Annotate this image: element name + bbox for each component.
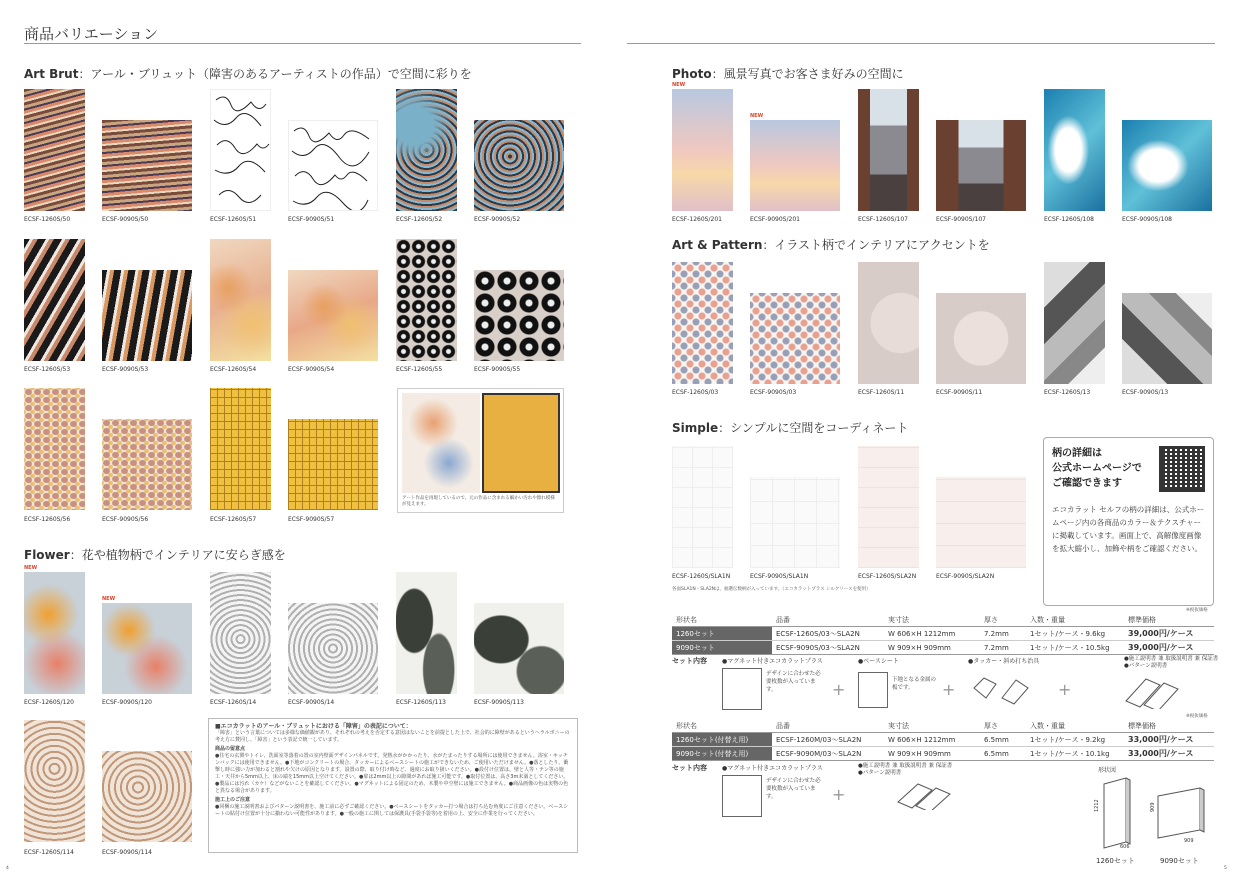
caption-fl2: ECSF-9090S/120 xyxy=(102,699,152,706)
shape-label-9090: 9090セット xyxy=(1160,857,1199,865)
t1-r0-c0: 1260セット xyxy=(672,627,772,641)
caption-ab4: ECSF-9090S/51 xyxy=(288,216,335,223)
t1-r1-c4: 1セット/ケース・10.5kg xyxy=(1030,643,1110,652)
swatch-ab14 xyxy=(102,419,192,510)
swatch-ab6 xyxy=(474,120,564,211)
swatch-si4 xyxy=(936,477,1026,568)
manual-icon-2 xyxy=(896,780,952,810)
caption-ab13: ECSF-1260S/56 xyxy=(24,516,71,523)
t2-h2: 実寸法 xyxy=(888,722,909,730)
caption-ab16: ECSF-9090S/57 xyxy=(288,516,335,523)
t1-h2: 実寸法 xyxy=(888,616,909,624)
t1-h3: 厚さ xyxy=(984,616,998,624)
set2-panel-icon xyxy=(722,775,762,817)
caption-fl8: ECSF-9090S/114 xyxy=(102,849,152,856)
caption-ab2: ECSF-9090S/50 xyxy=(102,216,149,223)
caption-ab9: ECSF-1260S/54 xyxy=(210,366,257,373)
t1-r1-c1: ECSF-9090S/03〜SLA2N xyxy=(776,643,860,652)
caption-ab7: ECSF-1260S/53 xyxy=(24,366,71,373)
t1-r0-c1: ECSF-1260S/03〜SLA2N xyxy=(776,629,860,638)
spec-table-2 xyxy=(672,720,1214,761)
caption-ph5: ECSF-1260S/108 xyxy=(1044,216,1094,223)
swatch-ab11 xyxy=(396,239,457,361)
caption-ab3: ECSF-1260S/51 xyxy=(210,216,257,223)
caption-fl7: ECSF-1260S/114 xyxy=(24,849,74,856)
swatch-ph5 xyxy=(1044,89,1105,211)
dim-9090-w: 909 xyxy=(1184,838,1194,844)
caption-ph4: ECSF-9090S/107 xyxy=(936,216,986,223)
section-simple: Simple：シンプルに空間をコーディネート xyxy=(672,421,909,435)
swatch-ph3 xyxy=(858,89,919,211)
caption-fl6: ECSF-9090S/113 xyxy=(474,699,524,706)
set2-item1: ●マグネット付きエコカラットプラス xyxy=(722,765,823,772)
shape-title: 形状図 xyxy=(1098,767,1117,774)
swatch-ab3 xyxy=(210,89,271,211)
set2-item2: ●施工説明書 兼 取扱説明書 兼 保証書 ●パターン説明書 xyxy=(858,763,953,776)
price-note-2: ※税抜価格 xyxy=(1186,714,1208,719)
t1-r0-c3: 7.2mm xyxy=(984,629,1009,638)
set1-sheet-icon xyxy=(858,672,888,708)
caption-fl3: ECSF-1260S/14 xyxy=(210,699,257,706)
swatch-fl1 xyxy=(24,572,85,694)
t1-r1-c2: W 909×H 909mm xyxy=(888,643,951,652)
caption-ab6: ECSF-9090S/52 xyxy=(474,216,521,223)
section-photo: Photo：風景写真でお客さま好みの空間に xyxy=(672,67,904,81)
t2-r1-c3: 6.5mm xyxy=(984,749,1009,758)
caption-fl4: ECSF-9090S/14 xyxy=(288,699,335,706)
t1-r0-c4: 1セット/ケース・9.6kg xyxy=(1030,629,1106,638)
t1-h0: 形状名 xyxy=(676,616,697,624)
swatch-ab9 xyxy=(210,239,271,361)
t2-r0-c5: 33,000円/ケース xyxy=(1128,735,1194,744)
caption-ap2: ECSF-9090S/03 xyxy=(750,389,797,396)
page-number-left: 4 xyxy=(6,866,9,871)
caption-ph3: ECSF-1260S/107 xyxy=(858,216,908,223)
caption-ap5: ECSF-1260S/13 xyxy=(1044,389,1091,396)
new-badge-ph1: NEW xyxy=(672,82,686,88)
swatch-ab13 xyxy=(24,388,85,510)
manual-icon xyxy=(1124,675,1180,709)
t2-r0-c3: 6.5mm xyxy=(984,735,1009,744)
caption-ab12: ECSF-9090S/55 xyxy=(474,366,521,373)
swatch-ap5 xyxy=(1044,262,1105,384)
t1-r0-c5: 39,000円/ケース xyxy=(1128,629,1194,638)
set1-item1: ●マグネット付きエコカラットプラス xyxy=(722,658,823,665)
swatch-fl7 xyxy=(24,720,85,842)
swatch-ab4 xyxy=(288,120,378,211)
t1-r1-c0: 9090セット xyxy=(672,641,772,655)
t2-h0: 形状名 xyxy=(676,722,697,730)
swatch-ab2 xyxy=(102,120,192,211)
set2-item1-note: デザインに合わせた必要枚数が入っています。 xyxy=(766,778,821,800)
swatch-ab12 xyxy=(474,270,564,361)
t1-h5: 標準価格 xyxy=(1128,616,1156,624)
swatch-ab5 xyxy=(396,89,457,211)
set1-item3: ●タッカー・斜め打ち治具 xyxy=(968,658,1040,665)
simple-note: 各面SLA1N・SLA2Nは、抽選伝数柄が入っています。（エコカラットプラス シルクリースを使用） xyxy=(672,587,871,592)
price-note-1: ※税抜価格 xyxy=(1186,608,1208,613)
art-detail-box xyxy=(397,388,564,513)
shape-9090-diagram xyxy=(1152,786,1214,848)
caption-ab5: ECSF-1260S/52 xyxy=(396,216,443,223)
disclosure-body: 「障害」という言葉については多様な価値観があり、それぞれの考えを否定する意図はないことを前提とした上で、社会的に障壁があるというヘラルボニーの考え方に賛同し、「障害」という表記で統一しています。 xyxy=(215,730,570,743)
caption-ab14: ECSF-9090S/56 xyxy=(102,516,149,523)
plus-icon-2: + xyxy=(942,680,956,699)
caption-ap6: ECSF-9090S/13 xyxy=(1122,389,1169,396)
caption-ap1: ECSF-1260S/03 xyxy=(672,389,719,396)
set1-item4: ●施工説明書 兼 取扱説明書 兼 保証書 ●パターン説明書 xyxy=(1124,656,1219,669)
info-body: エコカラット セルフの柄の詳細は、公式ホームページ内の各商品のカラー＆テクスチャーに掲載しています。画面上で、高解像度画像を拡大縮小し、加飾や柄をご確認ください。 xyxy=(1052,505,1205,553)
t2-h3: 厚さ xyxy=(984,722,998,730)
disclosure-title: ■エコカラットのアール・ブリュットにおける「障害」の表記について： xyxy=(215,723,412,730)
t2-r1-c5: 33,000円/ケース xyxy=(1128,749,1194,758)
swatch-ap1 xyxy=(672,262,733,384)
set1-item2-note: 下地となる金属の板です。 xyxy=(892,677,937,691)
new-badge-fl1: NEW xyxy=(24,565,38,571)
swatch-ph2 xyxy=(750,120,840,211)
caption-fl5: ECSF-1260S/113 xyxy=(396,699,446,706)
new-badge-fl2: NEW xyxy=(102,596,116,602)
caption-ph1: ECSF-1260S/201 xyxy=(672,216,722,223)
caption-si2: ECSF-9090S/SLA1N xyxy=(750,573,809,580)
section-art-brut: Art Brut：アール・ブリュット（障害のあるアーティストの作品）で空間に彩りを xyxy=(24,67,472,81)
shape-1260-diagram xyxy=(1096,776,1140,852)
swatch-ab7 xyxy=(24,239,85,361)
t1-r1-c5: 39,000円/ケース xyxy=(1128,643,1194,652)
caption-fl1: ECSF-1260S/120 xyxy=(24,699,74,706)
info-title: 柄の詳細は 公式ホームページで ご確認できます xyxy=(1052,448,1142,489)
swatch-fl2 xyxy=(102,603,192,694)
caution-body: ●住宅の玄関やトイレ、洗面室等落着の置の室内壁面デザインパネルです。発熱水がかかったり、水がたまったりする場所には使用できません。浴室・キッチンバックには使用できません。●下地がコンクリートの場合、タッカーによるベースシートの施工ができないため、ご使用いただけません。●落としたり、衝撃し時に強い力が加わると割れや欠けの原因となります。設置の際、取り付け時など、過度にお取り扱いください。●設付け位置は、壁と人等・テン等の施工・天井から5mm以上、床の端を15mm以上空けてください。●扉は2mm以上の隙間があれば施工可能です。●取付位置は、高さ3m未満としてください。●製品には汚れ（カケ）などがないことを確認してください。●マグネットによる固定のため、木製や中空壁には施工できません。●商品画像の色は実物の色と異なる場合があります。 xyxy=(215,753,569,794)
t2-r0-c0: 1260セット(付替え用) xyxy=(672,733,772,747)
t2-r0-c2: W 606×H 1212mm xyxy=(888,735,956,744)
plus-icon-3: + xyxy=(1058,680,1072,699)
caption-ab11: ECSF-1260S/55 xyxy=(396,366,443,373)
t2-h4: 入数・重量 xyxy=(1030,722,1065,730)
t2-r0-c4: 1セット/ケース・9.2kg xyxy=(1030,735,1106,744)
dim-9090-h: 909 xyxy=(1150,802,1156,812)
swatch-ap2 xyxy=(750,293,840,384)
qr-code-icon xyxy=(1159,446,1205,492)
title-rule xyxy=(24,43,581,44)
t1-h4: 入数・重量 xyxy=(1030,616,1065,624)
swatch-ab16 xyxy=(288,419,378,510)
install-title: 施工上のご注意 xyxy=(215,797,251,803)
install-body: ●同梱の施工説明書およびパターン説明書を、施工前に必ずご確認ください。●ベースシートをタッカー打つ場合は打ち込む角度にご注意ください。ベースシートの貼付け位置が十分に揃わない可能性があります。●一般の施工に関しては保護具(手袋手袋等)を着用の上、安全に作業を行ってください。 xyxy=(215,804,569,817)
swatch-fl5 xyxy=(396,572,457,694)
caption-si3: ECSF-1260S/SLA2N xyxy=(858,573,917,580)
new-badge-ph2: NEW xyxy=(750,113,764,119)
caption-ap3: ECSF-1260S/11 xyxy=(858,389,905,396)
swatch-si2 xyxy=(750,477,840,568)
swatch-ph6 xyxy=(1122,120,1212,211)
spec-table-1 xyxy=(672,614,1214,655)
swatch-fl6 xyxy=(474,603,564,694)
plus-icon-1: + xyxy=(832,680,846,699)
section-art-pattern: Art & Pattern：イラスト柄でインテリアにアクセントを xyxy=(672,238,990,252)
swatch-fl8 xyxy=(102,751,192,842)
swatch-fl3 xyxy=(210,572,271,694)
caption-ph6: ECSF-9090S/108 xyxy=(1122,216,1172,223)
t2-r1-c1: ECSF-9090M/03〜SLA2N xyxy=(776,749,862,758)
caption-ab1: ECSF-1260S/50 xyxy=(24,216,71,223)
swatch-ph4 xyxy=(936,120,1026,211)
dim-1260-w: 606 xyxy=(1120,844,1130,850)
t2-r1-c0: 9090セット(付替え用) xyxy=(672,747,772,761)
set2-label: セット内容 xyxy=(672,764,707,772)
set1-item1-note: デザインに合わせた必要枚数が入っています。 xyxy=(766,671,821,693)
info-box xyxy=(1043,437,1214,606)
set1-panel-icon xyxy=(722,668,762,710)
caption-ab15: ECSF-1260S/57 xyxy=(210,516,257,523)
shape-label-1260: 1260セット xyxy=(1096,857,1135,865)
caption-si4: ECSF-9090S/SLA2N xyxy=(936,573,995,580)
t1-r1-c3: 7.2mm xyxy=(984,643,1009,652)
swatch-ab10 xyxy=(288,270,378,361)
caption-ph2: ECSF-9090S/201 xyxy=(750,216,800,223)
swatch-ab1 xyxy=(24,89,85,211)
disclosure-box xyxy=(208,718,578,853)
caption-ab10: ECSF-9090S/54 xyxy=(288,366,335,373)
title-rule-right xyxy=(627,43,1215,44)
t2-h1: 品番 xyxy=(776,722,790,730)
t2-r1-c4: 1セット/ケース・10.1kg xyxy=(1030,749,1110,758)
t2-h5: 標準価格 xyxy=(1128,722,1156,730)
art-note: アート作品を再現しているので、元の作品に含まれる細かい汚れや擦れ模様が見えます。 xyxy=(402,496,555,507)
swatch-ap6 xyxy=(1122,293,1212,384)
swatch-ab15 xyxy=(210,388,271,510)
t2-r0-c1: ECSF-1260M/03〜SLA2N xyxy=(776,735,862,744)
dim-1260-h: 1212 xyxy=(1094,799,1100,812)
caption-si1: ECSF-1260S/SLA1N xyxy=(672,573,731,580)
page-number-right: 5 xyxy=(1224,866,1227,871)
caution-title: 商品の留意点 xyxy=(215,746,246,752)
t2-r1-c2: W 909×H 909mm xyxy=(888,749,951,758)
swatch-ap3 xyxy=(858,262,919,384)
section-flower: Flower：花や植物柄でインテリアに安らぎ感を xyxy=(24,548,286,562)
set1-item2: ●ベースシート xyxy=(858,658,899,665)
swatch-si3 xyxy=(858,446,919,568)
set1-label: セット内容 xyxy=(672,657,707,665)
page-title: 商品バリエーション xyxy=(24,25,159,43)
swatch-ap4 xyxy=(936,293,1026,384)
swatch-si1 xyxy=(672,446,733,568)
swatch-ab8 xyxy=(102,270,192,361)
t1-r0-c2: W 606×H 1212mm xyxy=(888,629,956,638)
caption-ap4: ECSF-9090S/11 xyxy=(936,389,983,396)
t1-h1: 品番 xyxy=(776,616,790,624)
plus-icon-4: + xyxy=(832,785,846,804)
tacker-icon xyxy=(972,668,1032,708)
swatch-fl4 xyxy=(288,603,378,694)
swatch-ph1 xyxy=(672,89,733,211)
caption-ab8: ECSF-9090S/53 xyxy=(102,366,149,373)
